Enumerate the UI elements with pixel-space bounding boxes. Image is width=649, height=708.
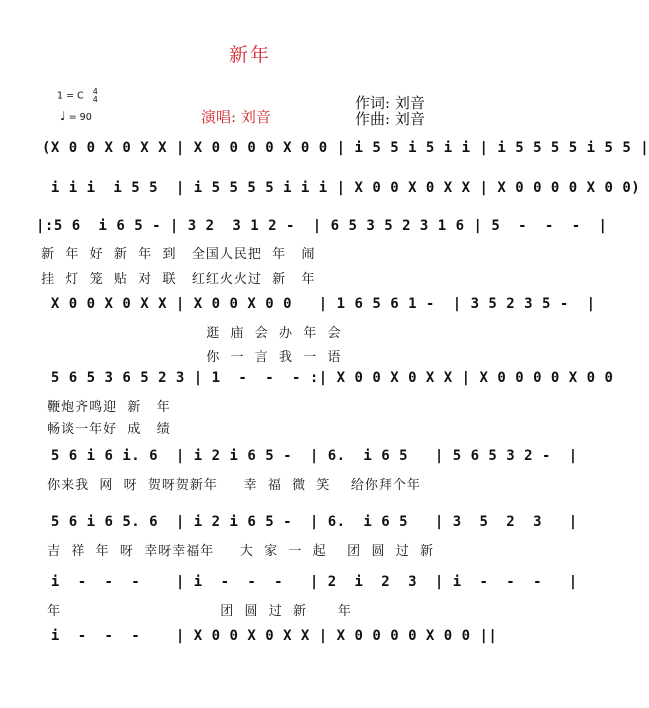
notation-line-2: i i i i 5 5 | i 5 5 5 5 i i i | X 0 0 X 0 X X | X 0 0 0 0 X 0 0) — [42, 180, 641, 196]
song-title: 新年 — [228, 44, 271, 66]
score-line-8 — [0, 574, 578, 619]
lyrics-line-7: 吉 祥 年 呀 幸呀幸福年 大 家 一 起 团 圆 过 新 — [42, 544, 434, 559]
time-signature-bottom: 4 — [92, 95, 98, 104]
lyrics-line-5-verse-2: 畅谈一年好 成 绩 — [42, 422, 171, 437]
score-line-9 — [0, 628, 500, 668]
lyrics-line-4-verse-2: 你 一 言 我 一 语 — [42, 350, 342, 365]
score-line-3 — [0, 218, 608, 287]
notation-line-4: X 0 0 X 0 X X | X 0 0 X 0 0 | 1 6 5 6 1 - | 3 5 2 3 5 - | — [42, 296, 596, 312]
key-label: 1 = C — [57, 90, 84, 102]
writer-credits — [355, 95, 425, 127]
singer-credit: 演唱: 刘音 — [201, 108, 271, 126]
tempo-label: = 90 — [68, 112, 92, 123]
tempo-marking — [60, 110, 92, 124]
notation-line-6: 5 6 i 6 i. 6 | i 2 i 6 5 - | 6. i 6 5 | 5 6 5 3 2 - | — [42, 448, 578, 464]
score-line-7 — [0, 514, 578, 559]
lyrics-line-8: 年 团 圆 过 新 年 — [42, 604, 352, 619]
composer-credit: 作曲: 刘音 — [355, 110, 425, 128]
notation-line-1: (X 0 0 X 0 X X | X 0 0 0 0 X 0 0 | i 5 5 i 5 i i | i 5 5 5 5 i 5 5 | — [42, 140, 649, 156]
lyrics-line-6: 你来我 网 呀 贺呀贺新年 幸 福 微 笑 给你拜个年 — [42, 478, 421, 493]
notation-line-3: |:5 6 i 6 5 - | 3 2 3 1 2 - | 6 5 3 5 2 3 1 6 | 5 - - - | — [36, 218, 608, 234]
time-signature-top: 4 — [92, 87, 98, 96]
score-line-2 — [0, 180, 641, 220]
notation-line-9: i - - - | X 0 0 X 0 X X | X 0 0 0 0 X 0 0 || — [42, 628, 498, 644]
notation-line-5: 5 6 5 3 6 5 2 3 | 1 - - - :| X 0 0 X 0 X X | X 0 0 0 0 X 0 0 — [42, 370, 614, 386]
score-line-5 — [0, 370, 614, 437]
lyrics-line-3-verse-2: 挂 灯 笼 贴 对 联 红红火火过 新 年 — [36, 272, 316, 287]
notation-line-7: 5 6 i 6 5. 6 | i 2 i 6 5 - | 6. i 6 5 | 3 5 2 3 | — [42, 514, 578, 530]
score-line-4 — [0, 296, 596, 365]
lyrics-line-4-verse-1: 逛 庙 会 办 年 会 — [42, 326, 342, 341]
lyricist-credit: 作词: 刘音 — [355, 94, 425, 112]
time-signature — [93, 88, 98, 104]
lyrics-line-3-verse-1: 新 年 好 新 年 到 全国人民把 年 闹 — [36, 247, 316, 262]
quarter-note-icon: ♩ — [60, 109, 66, 123]
score-line-6 — [0, 448, 578, 493]
key-signature — [57, 88, 98, 104]
notation-line-8: i - - - | i - - - | 2 i 2 3 | i - - - | — [42, 574, 578, 590]
lyrics-line-5-verse-1: 鞭炮齐鸣迎 新 年 — [42, 400, 171, 415]
score-line-1 — [0, 140, 649, 180]
